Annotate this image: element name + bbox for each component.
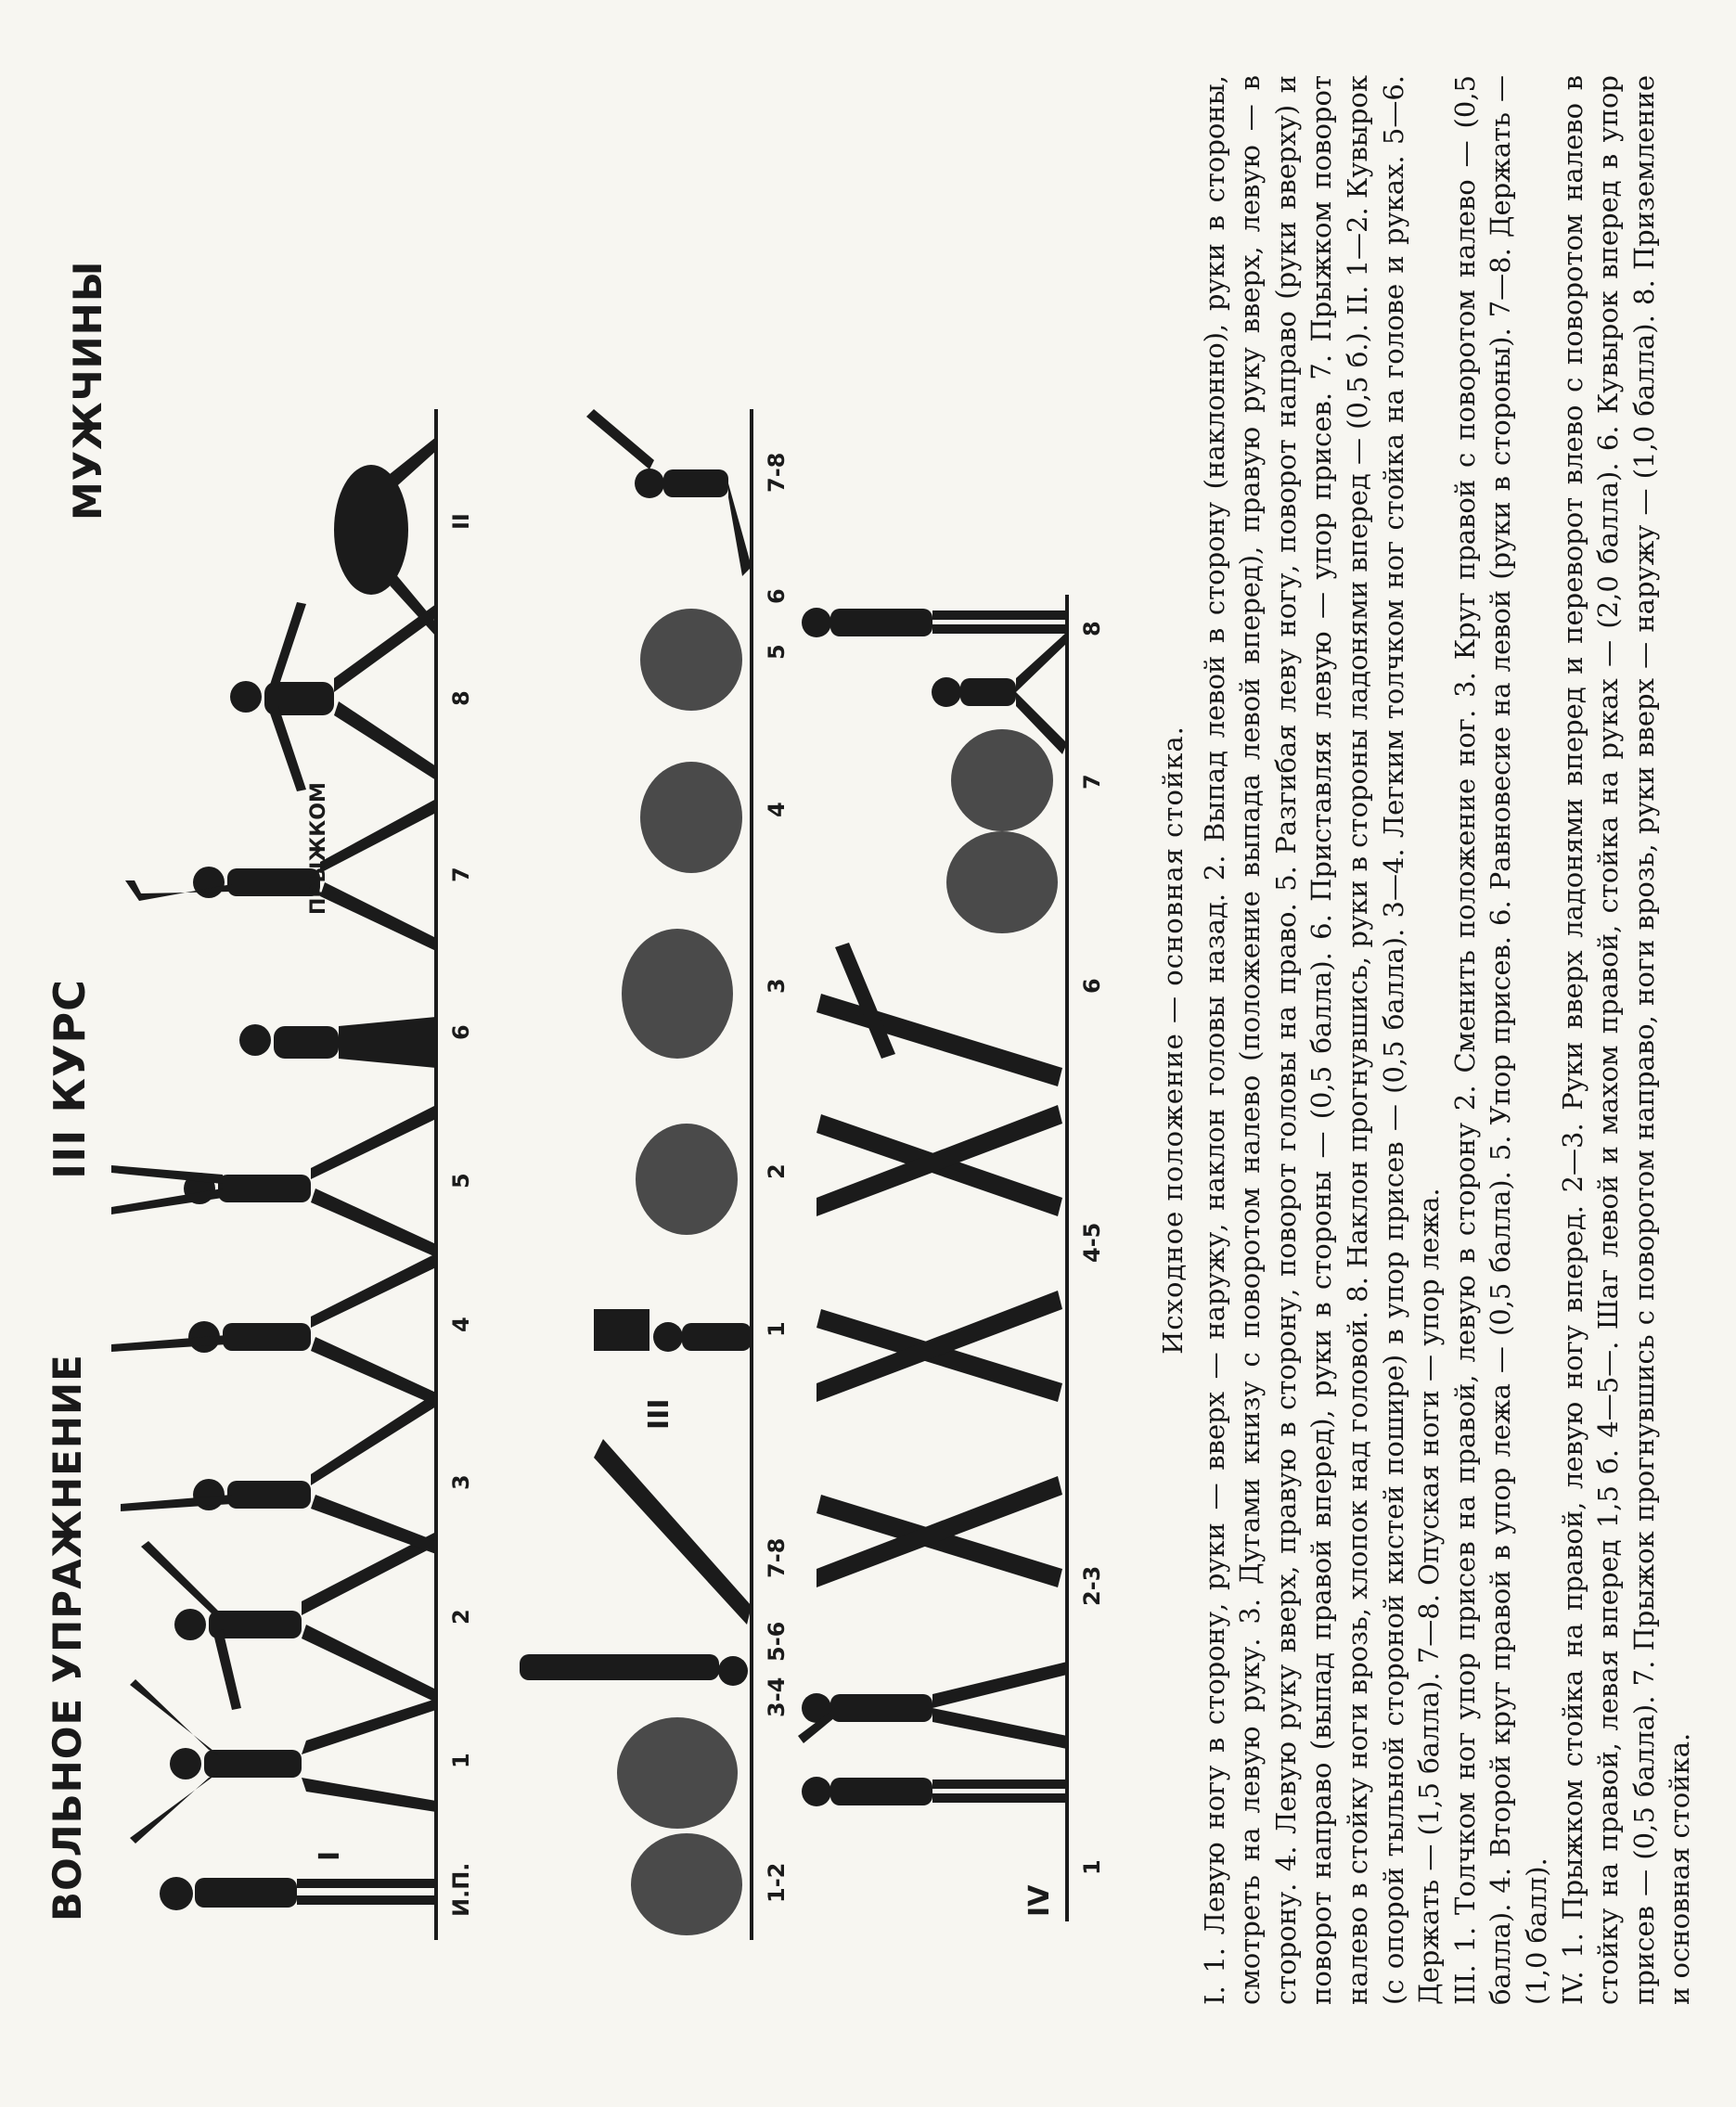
figure-kneel-2 [640,762,742,873]
label-r2-3: 3 [764,978,790,994]
roman-iv: IV [1023,1884,1056,1917]
figure-headstand [334,437,436,636]
figure-circle [622,929,733,1059]
figure-iv-handstand-2 [817,943,1062,1086]
label-r3-1: 1 [1079,1859,1105,1875]
label-r2-5-6: 5-6 [764,1621,790,1662]
figure-crouch [239,1017,436,1068]
figure-balance [586,409,752,576]
instructions-text [1155,75,1698,2005]
row-1-labels [314,513,474,1917]
row-2-figures [520,409,752,1935]
label-r2-4: 4 [764,802,790,817]
figure-iv-stand-end [802,608,1067,637]
figure-iv-arms [798,1662,1067,1749]
label-r2-5: 5 [764,644,790,660]
figure-iv-cartwheel-2 [817,1291,1062,1402]
figure-iv-roll-2 [951,729,1053,831]
figure-arms-up-2 [111,1105,436,1257]
label-r1-7: 7 [448,867,474,882]
figure-lunge-3 [111,1253,436,1406]
label-r3-7: 7 [1079,774,1105,790]
figure-lunge-2 [121,1393,436,1554]
figure-lying [594,1439,752,1625]
figure-crouch-2 [640,609,742,711]
title-exercise: ВОЛЬНОЕ УПРАЖНЕНИЕ [45,1354,90,1921]
figure-stand-bend [594,1309,752,1352]
label-r3-4-5: 4-5 [1079,1222,1105,1263]
label-r2-1: 1 [764,1321,790,1337]
title-men: МУЖЧИНЫ [65,260,110,520]
figure-kneel-1 [636,1124,738,1235]
paragraph-iv: IV. 1. Прыжком стойка на правой, левую ногу вперед. 2—3. Руки вверх ладонями вперед и переворот влево с поворотом налево в стойку на правой, левая вперед 1,5 б. 4—5—. Шаг левой и махом правой, стойка на руках — (2,0 балла). 6. Кувырок вперед в упор присев — (0,5 балла). 7. Прыжок прогнувшись с поворотом направо, ноги врозь, руки вверх — наружу — (1,0 балла). 8. Приземление и основная стойка. [1556,75,1696,2005]
figure-iv-roll-1 [946,831,1058,933]
label-r3-2-3: 2-3 [1079,1565,1105,1606]
label-r1-4: 4 [448,1317,474,1332]
label-r1-6: 6 [448,1024,474,1040]
figure-bend-spread [230,602,436,791]
figure-iv-handstand-1 [817,1105,1062,1216]
label-r1-5: 5 [448,1173,474,1188]
label-r2-1-2: 1-2 [764,1862,790,1903]
title-course: III КУРС [45,979,95,1179]
label-r1-1: 1 [448,1753,474,1768]
paragraph-iii: III. 1. Толчком ног упор присев на правой, левую в сторону 2. Сменить положение ног. 3. Круг правой с поворотом налево — (0,5 балла). 4. Второй круг правой в упор лежа — (0,5 балла). 5. Упор присев. 6. Равновесие на левой (руки в стороны). 7—8. Держать — (1,0 балл). [1448,75,1552,2005]
figure-arms-up [130,1679,436,1844]
label-r2-6: 6 [764,588,790,604]
roman-iii: III [643,1398,675,1430]
note-jump: ПРЫЖКОМ [307,782,330,915]
figure-iv-stand [802,1777,1067,1806]
figure-stand [160,1877,436,1910]
roman-i: I [314,1850,346,1861]
label-r2-7-8b: 7-8 [764,452,790,493]
label-r1-8: 8 [448,690,474,706]
label-r2-3-4: 3-4 [764,1677,790,1717]
label-r1-3: 3 [448,1474,474,1490]
label-r3-8: 8 [1079,621,1105,636]
initial-position: Исходное положение — основная стойка. [1157,726,1189,1355]
figure-roll-1 [631,1833,742,1935]
paragraph-i-ii: I. 1. Левую ногу в сторону, руки — вверх — наружу, наклон головы назад. 2. Выпад левой в сторону (наклонно), руки в стороны, смотреть на левую руку. 3. Дугами книзу с поворотом налево (положение выпада левой вперед), правую руку вверх, левую — в сторону. 4. Левую руку вверх, правую в сторону, поворот головы на право. 5. Разгибая леву ногу, поворот направо (руки вверху) и поворот направо (выпад правой вперед), руки в стороны — (0,5 балла). 6. Приставляя левую — упор присев. 7. Прыжком поворот налево в стойку ноги врозь, хлопок над головой. 8. Наклон прогнувшись, руки в стороны ладонями вперед — (0,5 б.). II. 1—2. Кувырок (с опорой тыльной стороной кистей пошире) в упор присев — (0,5 балла). 3—4. Легким толчком ног стойка на голове и руках. 5—6. Держать — (1,5 балла). 7—8. Опуская ноги — упор лежа. [1198,75,1446,2005]
label-start: И.П. [448,1862,474,1917]
figure-jump-clap [125,799,436,951]
label-r3-6: 6 [1079,978,1105,994]
figure-iv-cartwheel-1 [817,1476,1062,1587]
figure-headstand-2 [520,1654,748,1686]
label-r2-2: 2 [764,1163,790,1179]
row-1-figures [111,437,436,1910]
label-r1-roman-ii: II [448,513,474,530]
label-r2-7-8: 7-8 [764,1537,790,1578]
figure-lunge-1 [141,1532,436,1710]
row-3-figures [798,608,1067,1806]
figure-roll-2 [617,1717,738,1829]
label-r1-2: 2 [448,1609,474,1625]
